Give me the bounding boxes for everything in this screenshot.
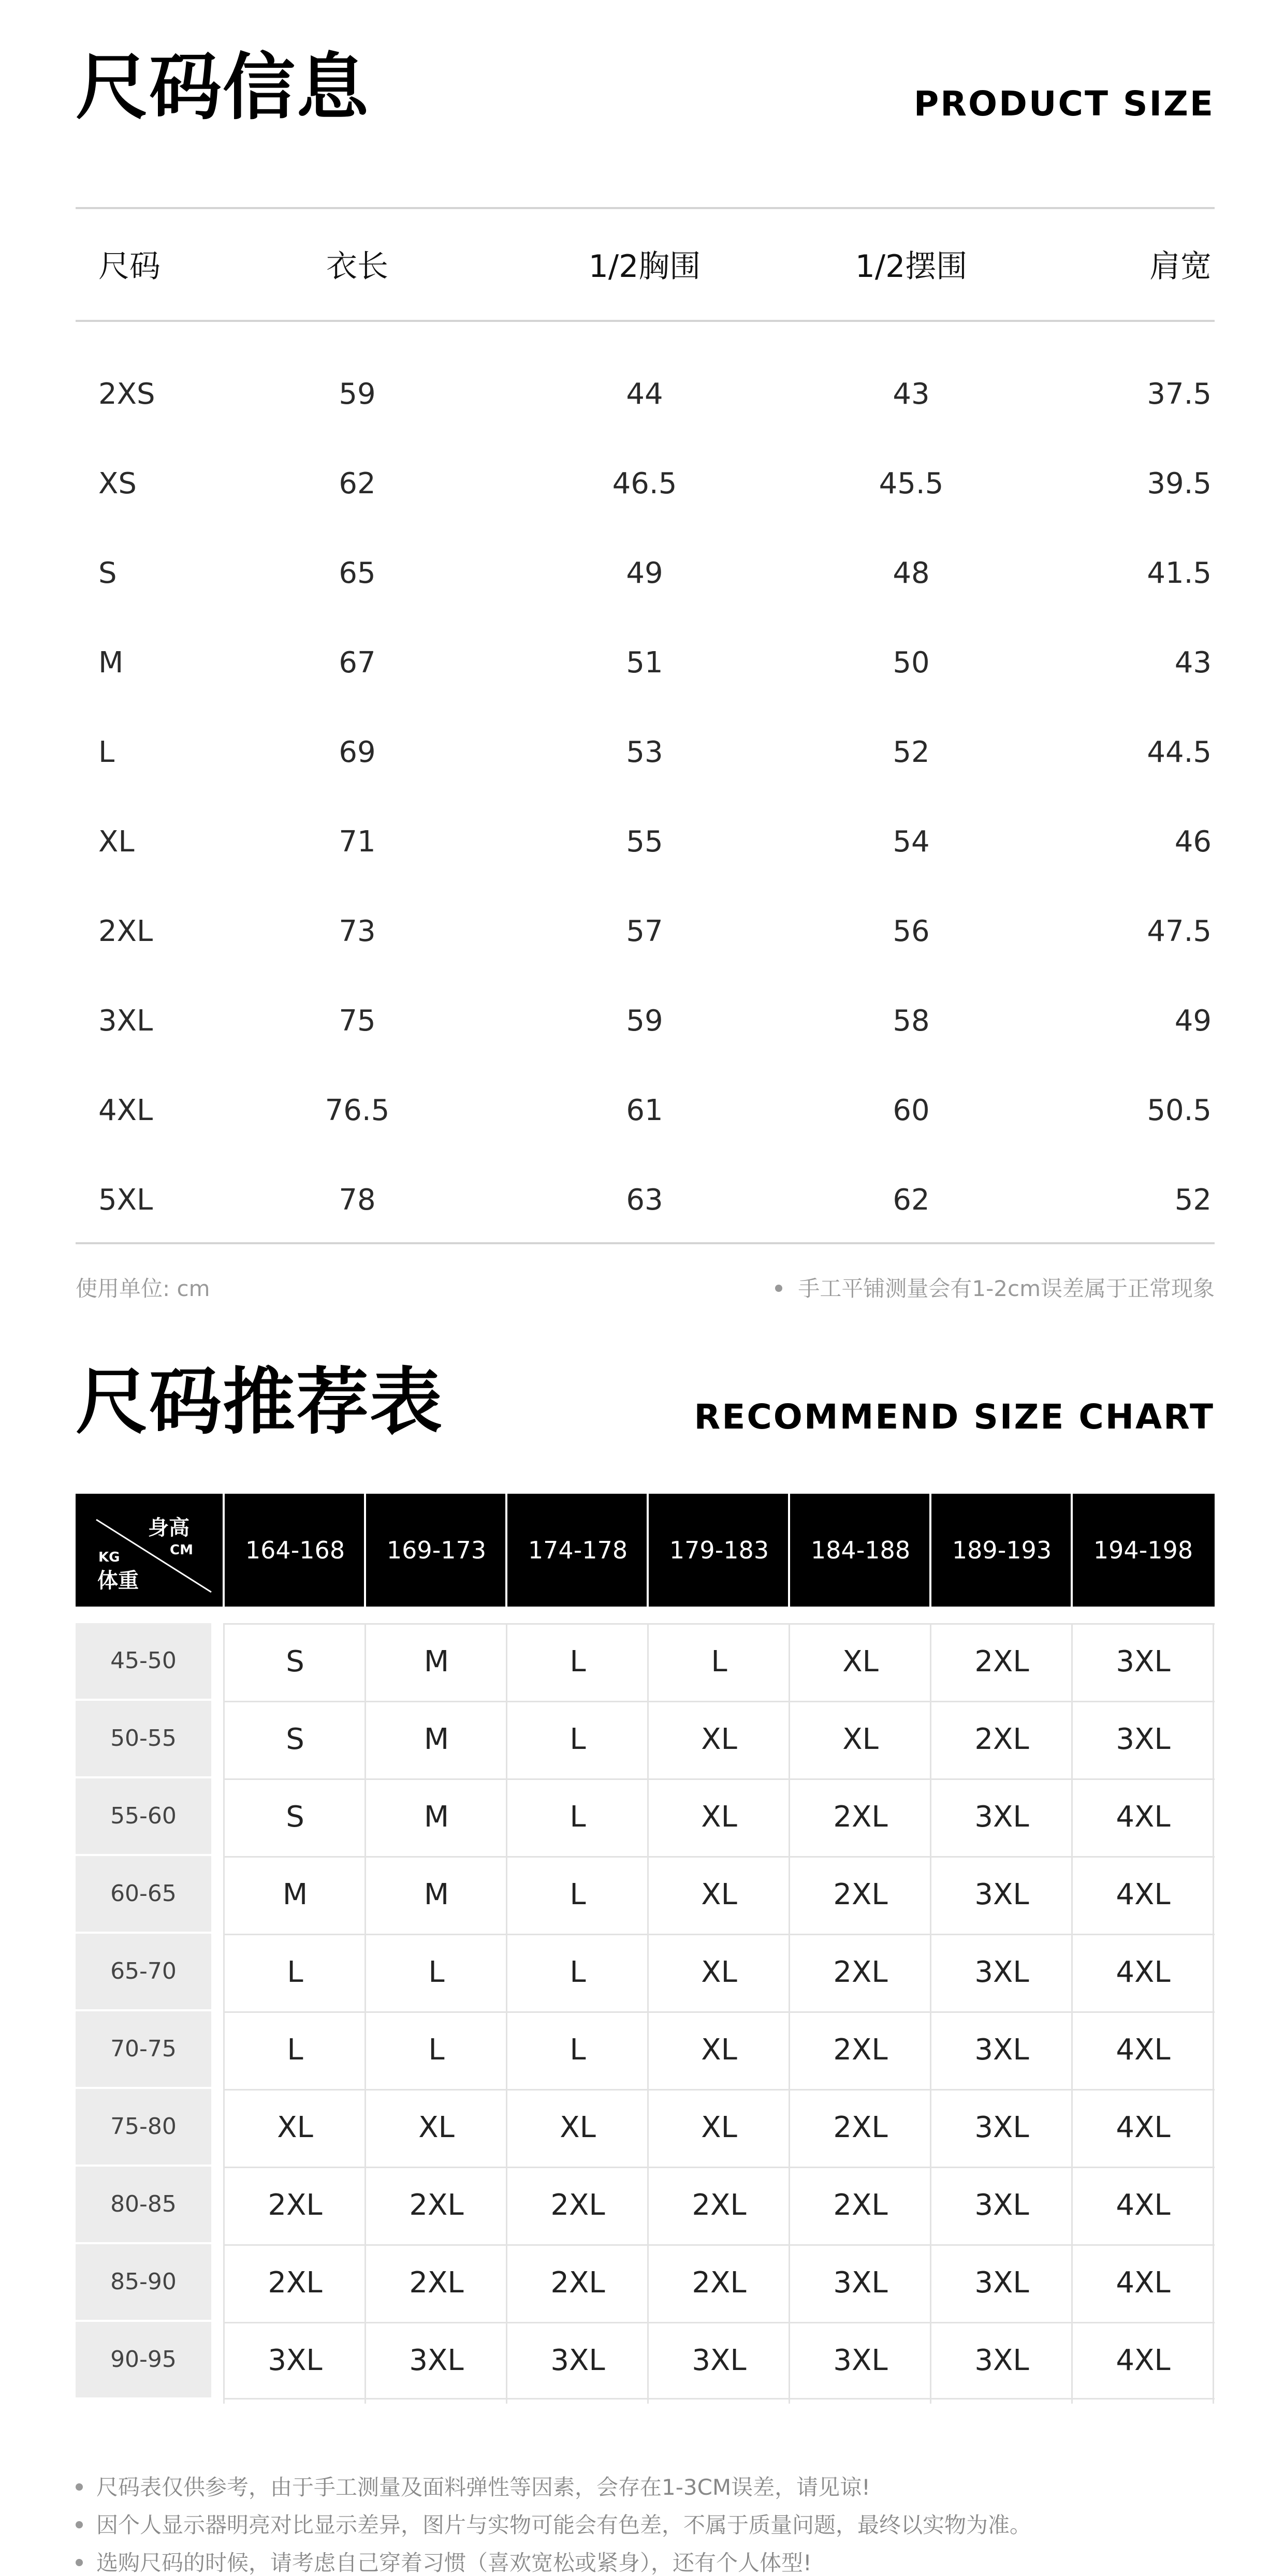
table-row — [76, 1701, 1215, 1778]
recommended-size-cell: L — [570, 1955, 586, 1989]
recommended-size-cell: S — [286, 1645, 304, 1679]
recommended-size-cell: S — [286, 1723, 304, 1756]
cell-half-hem: 52 — [893, 735, 930, 769]
cell-half-chest: 55 — [626, 825, 663, 859]
recommended-size-cell: 4XL — [1116, 2188, 1171, 2222]
cell-half-hem: 43 — [893, 377, 930, 411]
weight-range-cell: 90-95 — [76, 2322, 211, 2397]
weight-range-cell: 55-60 — [76, 1778, 211, 1854]
cell-length: 67 — [339, 646, 376, 680]
cell-length: 78 — [339, 1183, 376, 1217]
table-row — [76, 1934, 1215, 2011]
height-range-header: 189-193 — [952, 1536, 1052, 1564]
recommended-size-cell: 3XL — [974, 2033, 1029, 2067]
recommended-size-cell: 2XL — [550, 2266, 605, 2300]
recommended-size-cell: 2XL — [409, 2266, 464, 2300]
cell-length: 76.5 — [325, 1094, 390, 1127]
cell-half-chest: 57 — [626, 915, 663, 948]
size-table-header — [0, 235, 1284, 298]
cell-length: 59 — [339, 377, 376, 411]
recommended-size-cell: 3XL — [1116, 1645, 1171, 1679]
table-row — [76, 2244, 1215, 2322]
recommended-size-cell: 3XL — [833, 2266, 888, 2300]
header-size: 尺码 — [98, 248, 160, 285]
recommended-size-cell: L — [570, 1645, 586, 1679]
recommended-size-cell: M — [424, 1723, 449, 1756]
recommended-size-cell: XL — [701, 2111, 737, 2144]
bullet-icon — [775, 1285, 782, 1292]
cell-half-hem: 60 — [893, 1094, 930, 1127]
recommended-size-cell: 3XL — [974, 2266, 1029, 2300]
cell-length: 73 — [339, 915, 376, 948]
recommended-size-cell: M — [424, 1800, 449, 1834]
table-row — [76, 1778, 1215, 1856]
table-row — [0, 453, 1284, 515]
cell-size: 2XS — [98, 377, 155, 411]
table-row — [76, 1856, 1215, 1934]
cell-half-chest: 51 — [626, 646, 663, 680]
cell-shoulder: 41.5 — [1147, 556, 1212, 590]
recommended-size-cell: 3XL — [409, 2344, 464, 2377]
recommended-size-cell: 3XL — [833, 2344, 888, 2377]
cell-shoulder: 39.5 — [1147, 467, 1212, 501]
cell-shoulder: 47.5 — [1147, 915, 1212, 948]
recommended-size-cell: 3XL — [974, 1878, 1029, 1911]
cell-half-chest: 44 — [626, 377, 663, 411]
recommended-size-cell: XL — [842, 1645, 879, 1679]
recommended-size-cell: 2XL — [692, 2188, 747, 2222]
table-row — [0, 811, 1284, 873]
recommended-size-cell: L — [287, 1955, 303, 1989]
weight-range-cell: 80-85 — [76, 2167, 211, 2242]
table-row — [0, 542, 1284, 605]
cell-half-hem: 54 — [893, 825, 930, 859]
cell-shoulder: 44.5 — [1147, 735, 1212, 769]
recommended-size-cell: M — [424, 1878, 449, 1911]
recommended-size-cell: L — [570, 1723, 586, 1756]
recommended-size-cell: 3XL — [692, 2344, 747, 2377]
error-note — [775, 1276, 1215, 1302]
recommended-size-cell: 2XL — [833, 1800, 888, 1834]
recommended-size-cell: L — [287, 2033, 303, 2067]
cell-length: 65 — [339, 556, 376, 590]
cell-shoulder: 50.5 — [1147, 1094, 1212, 1127]
table-row — [76, 2167, 1215, 2244]
recommended-size-cell: 3XL — [974, 1955, 1029, 1989]
recommended-size-cell: XL — [277, 2111, 313, 2144]
cell-half-chest: 49 — [626, 556, 663, 590]
cell-length: 62 — [339, 467, 376, 501]
cell-half-chest: 63 — [626, 1183, 663, 1217]
header-length: 衣长 — [326, 248, 388, 285]
recommended-size-cell: L — [570, 1878, 586, 1911]
cell-half-hem: 45.5 — [879, 467, 944, 501]
recommended-size-cell: 2XL — [974, 1723, 1029, 1756]
recommended-size-cell: 3XL — [550, 2344, 605, 2377]
cell-size: 2XL — [98, 915, 153, 948]
bullet-icon — [76, 2521, 83, 2528]
product-size-title: 尺码信息 — [76, 46, 370, 130]
weight-range-cell: 50-55 — [76, 1701, 211, 1776]
table-top-rule — [76, 207, 1215, 209]
unit-note: 使用单位: cm — [76, 1276, 210, 1301]
table-row — [0, 363, 1284, 425]
corner-height-label: 身高 — [148, 1516, 189, 1540]
cell-half-chest: 46.5 — [612, 467, 677, 501]
recommended-size-cell: XL — [701, 1955, 737, 1989]
header-rule — [76, 320, 1215, 322]
recommended-size-cell: XL — [418, 2111, 455, 2144]
cell-half-hem: 56 — [893, 915, 930, 948]
recommended-size-cell: S — [286, 1800, 304, 1834]
recommended-size-cell: 2XL — [833, 2033, 888, 2067]
header-shoulder: 肩宽 — [1149, 248, 1212, 285]
footer-note-text: 尺码表仅供参考，由于手工测量及面料弹性等因素，会存在1-3CM误差，请见谅! — [96, 2475, 871, 2500]
cell-half-hem: 48 — [893, 556, 930, 590]
recommended-size-cell: 3XL — [268, 2344, 323, 2377]
footer-note-text: 选购尺码的时候，请考虑自己穿着习惯（喜欢宽松或紧身），还有个人体型! — [96, 2550, 812, 2575]
corner-weight-label: 体重 — [97, 1569, 139, 1593]
recommended-size-cell: XL — [701, 1723, 737, 1756]
header-half-chest: 1/2胸围 — [588, 248, 701, 285]
cell-size: 3XL — [98, 1004, 153, 1038]
cell-size: 5XL — [98, 1183, 153, 1217]
table-row — [0, 901, 1284, 963]
recommended-size-cell: L — [570, 2033, 586, 2067]
footer-note — [76, 2475, 870, 2500]
recommended-size-cell: 3XL — [974, 2188, 1029, 2222]
cell-size: 4XL — [98, 1094, 153, 1127]
weight-range-cell: 75-80 — [76, 2089, 211, 2165]
recommended-size-cell: 3XL — [974, 2111, 1029, 2144]
table-row — [76, 2089, 1215, 2167]
height-range-header: 169-173 — [386, 1536, 487, 1564]
cell-shoulder: 46 — [1174, 825, 1212, 859]
table-row — [0, 1080, 1284, 1142]
table-row — [76, 2011, 1215, 2089]
cell-shoulder: 37.5 — [1147, 377, 1212, 411]
height-range-header: 174-178 — [528, 1536, 628, 1564]
cell-size: S — [98, 556, 117, 590]
recommended-size-cell: L — [428, 2033, 445, 2067]
recommended-size-cell: XL — [842, 1723, 879, 1756]
recommended-size-cell: 4XL — [1116, 2033, 1171, 2067]
cell-shoulder: 52 — [1174, 1183, 1212, 1217]
weight-range-cell: 85-90 — [76, 2244, 211, 2320]
table-row — [76, 2322, 1215, 2400]
recommended-size-cell: 4XL — [1116, 1955, 1171, 1989]
weight-range-cell: 70-75 — [76, 2011, 211, 2087]
cell-shoulder: 49 — [1174, 1004, 1212, 1038]
cell-half-chest: 59 — [626, 1004, 663, 1038]
recommended-size-cell: 4XL — [1116, 2266, 1171, 2300]
recommended-size-cell: 2XL — [833, 1878, 888, 1911]
recommended-size-cell: 3XL — [974, 1800, 1029, 1834]
cell-size: M — [98, 646, 124, 680]
recommended-size-cell: 2XL — [833, 2188, 888, 2222]
recommended-size-cell: 2XL — [409, 2188, 464, 2222]
corner-weight-unit: KG — [98, 1550, 120, 1565]
recommended-size-cell: 4XL — [1116, 1878, 1171, 1911]
table-row — [0, 1169, 1284, 1231]
recommended-size-cell: XL — [701, 1800, 737, 1834]
table-row — [0, 990, 1284, 1052]
footer-note-text: 因个人显示器明亮对比显示差异，图片与实物可能会有色差，不属于质量问题，最终以实物为准。 — [96, 2512, 1032, 2538]
cell-length: 75 — [339, 1004, 376, 1038]
cell-half-hem: 50 — [893, 646, 930, 680]
recommended-size-cell: 2XL — [833, 2111, 888, 2144]
cell-half-chest: 53 — [626, 735, 663, 769]
recommended-size-cell: 2XL — [268, 2188, 323, 2222]
cell-half-chest: 61 — [626, 1094, 663, 1127]
footer-note — [76, 2512, 1031, 2538]
recommended-size-cell: 2XL — [974, 1645, 1029, 1679]
table-bottom-rule — [76, 1242, 1215, 1244]
cell-half-hem: 62 — [893, 1183, 930, 1217]
recommended-size-cell: M — [424, 1645, 449, 1679]
recommend-table-header — [76, 1494, 1215, 1607]
height-range-header: 164-168 — [245, 1536, 345, 1564]
recommended-size-cell: L — [428, 1955, 445, 1989]
recommend-title: 尺码推荐表 — [76, 1360, 444, 1445]
cell-half-hem: 58 — [893, 1004, 930, 1038]
weight-range-cell: 45-50 — [76, 1623, 211, 1699]
recommended-size-cell: 2XL — [550, 2188, 605, 2222]
height-range-header: 184-188 — [810, 1536, 911, 1564]
weight-range-cell: 65-70 — [76, 1934, 211, 2009]
recommended-size-cell: 2XL — [268, 2266, 323, 2300]
bullet-icon — [76, 2559, 83, 2566]
error-note-text: 手工平铺测量会有1-2cm误差属于正常现象 — [798, 1276, 1215, 1301]
recommended-size-cell: XL — [701, 1878, 737, 1911]
header-half-hem: 1/2摆围 — [855, 248, 968, 285]
cell-length: 69 — [339, 735, 376, 769]
recommended-size-cell: 4XL — [1116, 1800, 1171, 1834]
recommended-size-cell: XL — [701, 2033, 737, 2067]
recommended-size-cell: 4XL — [1116, 2344, 1171, 2377]
cell-shoulder: 43 — [1174, 646, 1212, 680]
weight-range-cell: 60-65 — [76, 1856, 211, 1932]
table-row — [0, 722, 1284, 784]
recommended-size-cell: 3XL — [1116, 1723, 1171, 1756]
cell-size: XS — [98, 467, 137, 501]
recommended-size-cell: XL — [560, 2111, 596, 2144]
footer-note — [76, 2550, 812, 2576]
height-range-header: 194-198 — [1093, 1536, 1193, 1564]
product-size-subtitle: PRODUCT SIZE — [913, 84, 1215, 124]
cell-size: L — [98, 735, 115, 769]
recommended-size-cell: L — [570, 1800, 586, 1834]
recommended-size-cell: 2XL — [833, 1955, 888, 1989]
table-row — [0, 632, 1284, 694]
recommended-size-cell: L — [711, 1645, 727, 1679]
bullet-icon — [76, 2483, 83, 2491]
recommended-size-cell: M — [282, 1878, 308, 1911]
recommended-size-cell: 3XL — [974, 2344, 1029, 2377]
recommended-size-cell: 4XL — [1116, 2111, 1171, 2144]
cell-size: XL — [98, 825, 135, 859]
corner-height-unit: CM — [170, 1542, 193, 1558]
corner-cell — [76, 1494, 222, 1607]
recommend-subtitle: RECOMMEND SIZE CHART — [694, 1397, 1215, 1437]
cell-length: 71 — [339, 825, 376, 859]
table-row — [76, 1623, 1215, 1701]
recommended-size-cell: 2XL — [692, 2266, 747, 2300]
height-range-header: 179-183 — [669, 1536, 769, 1564]
